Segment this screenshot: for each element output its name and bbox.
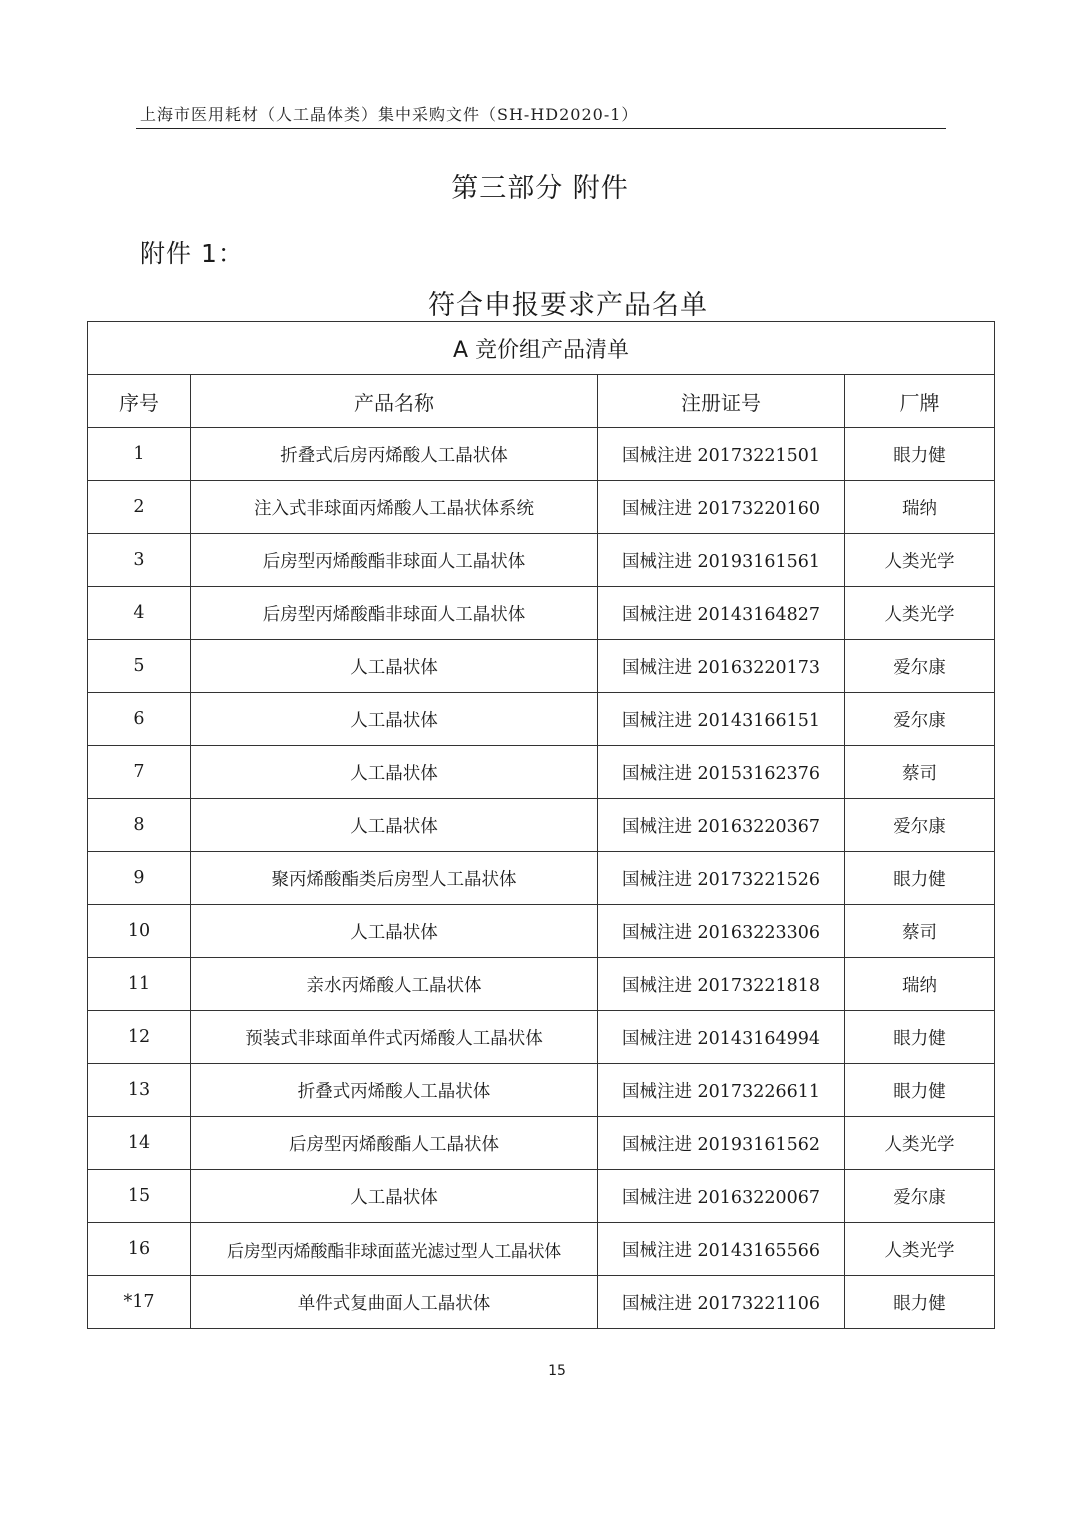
row-registration-no: 国械注进 20163220067 xyxy=(598,1170,845,1223)
row-brand: 人类光学 xyxy=(845,534,995,587)
row-registration-no: 国械注进 20163220367 xyxy=(598,799,845,852)
row-brand: 蔡司 xyxy=(845,746,995,799)
product-table xyxy=(87,321,995,1329)
row-product-name: 人工晶状体 xyxy=(191,693,598,746)
row-no: *17 xyxy=(88,1276,191,1329)
row-no: 15 xyxy=(88,1170,191,1223)
row-product-name: 人工晶状体 xyxy=(191,905,598,958)
column-header-name: 产品名称 xyxy=(191,375,598,428)
table-row xyxy=(88,1064,995,1117)
row-product-name: 后房型丙烯酸酯人工晶状体 xyxy=(191,1117,598,1170)
row-no: 9 xyxy=(88,852,191,905)
row-brand: 眼力健 xyxy=(845,1011,995,1064)
row-registration-no: 国械注进 20163223306 xyxy=(598,905,845,958)
section-title: 第三部分 附件 xyxy=(451,173,629,204)
table-row xyxy=(88,799,995,852)
column-header-reg: 注册证号 xyxy=(598,375,845,428)
row-no: 12 xyxy=(88,1011,191,1064)
list-title: 符合申报要求产品名单 xyxy=(428,290,708,321)
row-brand: 眼力健 xyxy=(845,1276,995,1329)
row-brand: 爱尔康 xyxy=(845,799,995,852)
table-row xyxy=(88,1223,995,1276)
row-brand: 瑞纳 xyxy=(845,481,995,534)
row-product-name: 后房型丙烯酸酯非球面人工晶状体 xyxy=(191,587,598,640)
row-no: 6 xyxy=(88,693,191,746)
table-row xyxy=(88,481,995,534)
table-row xyxy=(88,1170,995,1223)
row-product-name: 人工晶状体 xyxy=(191,1170,598,1223)
row-brand: 眼力健 xyxy=(845,428,995,481)
row-brand: 蔡司 xyxy=(845,905,995,958)
row-no: 5 xyxy=(88,640,191,693)
row-registration-no: 国械注进 20143164827 xyxy=(598,587,845,640)
row-product-name: 单件式复曲面人工晶状体 xyxy=(191,1276,598,1329)
row-no: 4 xyxy=(88,587,191,640)
row-no: 8 xyxy=(88,799,191,852)
group-title-row xyxy=(88,322,995,375)
row-brand: 瑞纳 xyxy=(845,958,995,1011)
row-registration-no: 国械注进 20153162376 xyxy=(598,746,845,799)
table-row xyxy=(88,640,995,693)
row-product-name: 人工晶状体 xyxy=(191,799,598,852)
header-divider xyxy=(136,128,946,129)
row-brand: 爱尔康 xyxy=(845,640,995,693)
row-no: 16 xyxy=(88,1223,191,1276)
row-product-name: 人工晶状体 xyxy=(191,640,598,693)
row-registration-no: 国械注进 20173221818 xyxy=(598,958,845,1011)
table-row xyxy=(88,852,995,905)
table-row xyxy=(88,1117,995,1170)
row-brand: 爱尔康 xyxy=(845,1170,995,1223)
row-no: 1 xyxy=(88,428,191,481)
row-registration-no: 国械注进 20173221106 xyxy=(598,1276,845,1329)
row-registration-no: 国械注进 20193161562 xyxy=(598,1117,845,1170)
row-product-name: 注入式非球面丙烯酸人工晶状体系统 xyxy=(191,481,598,534)
row-product-name: 预装式非球面单件式丙烯酸人工晶状体 xyxy=(191,1011,598,1064)
row-brand: 人类光学 xyxy=(845,1117,995,1170)
table-row xyxy=(88,958,995,1011)
row-product-name: 后房型丙烯酸酯非球面蓝光滤过型人工晶状体 xyxy=(191,1223,598,1276)
row-registration-no: 国械注进 20173226611 xyxy=(598,1064,845,1117)
table-row xyxy=(88,1011,995,1064)
row-registration-no: 国械注进 20163220173 xyxy=(598,640,845,693)
row-brand: 人类光学 xyxy=(845,1223,995,1276)
table-row xyxy=(88,587,995,640)
table-row xyxy=(88,534,995,587)
row-no: 11 xyxy=(88,958,191,1011)
row-registration-no: 国械注进 20143165566 xyxy=(598,1223,845,1276)
row-product-name: 后房型丙烯酸酯非球面人工晶状体 xyxy=(191,534,598,587)
row-brand: 爱尔康 xyxy=(845,693,995,746)
row-no: 2 xyxy=(88,481,191,534)
group-title: A 竞价组产品清单 xyxy=(88,322,995,375)
row-product-name: 折叠式后房丙烯酸人工晶状体 xyxy=(191,428,598,481)
row-registration-no: 国械注进 20143166151 xyxy=(598,693,845,746)
table-row xyxy=(88,1276,995,1329)
table-row xyxy=(88,905,995,958)
row-no: 14 xyxy=(88,1117,191,1170)
row-no: 13 xyxy=(88,1064,191,1117)
page-number: 15 xyxy=(548,1363,566,1379)
row-registration-no: 国械注进 20173221526 xyxy=(598,852,845,905)
row-brand: 眼力健 xyxy=(845,852,995,905)
column-header-no: 序号 xyxy=(88,375,191,428)
row-brand: 眼力健 xyxy=(845,1064,995,1117)
row-product-name: 人工晶状体 xyxy=(191,746,598,799)
table-row xyxy=(88,428,995,481)
row-registration-no: 国械注进 20173221501 xyxy=(598,428,845,481)
row-registration-no: 国械注进 20173220160 xyxy=(598,481,845,534)
row-no: 7 xyxy=(88,746,191,799)
row-no: 10 xyxy=(88,905,191,958)
row-no: 3 xyxy=(88,534,191,587)
table-row xyxy=(88,693,995,746)
column-header-row xyxy=(88,375,995,428)
row-registration-no: 国械注进 20143164994 xyxy=(598,1011,845,1064)
row-product-name: 亲水丙烯酸人工晶状体 xyxy=(191,958,598,1011)
column-header-brand: 厂牌 xyxy=(845,375,995,428)
row-brand: 人类光学 xyxy=(845,587,995,640)
row-registration-no: 国械注进 20193161561 xyxy=(598,534,845,587)
row-product-name: 折叠式丙烯酸人工晶状体 xyxy=(191,1064,598,1117)
row-product-name: 聚丙烯酸酯类后房型人工晶状体 xyxy=(191,852,598,905)
annex-label: 附件 1： xyxy=(140,239,244,268)
table-row xyxy=(88,746,995,799)
running-header: 上海市医用耗材（人工晶体类）集中采购文件（SH-HD2020-1） xyxy=(140,105,639,124)
